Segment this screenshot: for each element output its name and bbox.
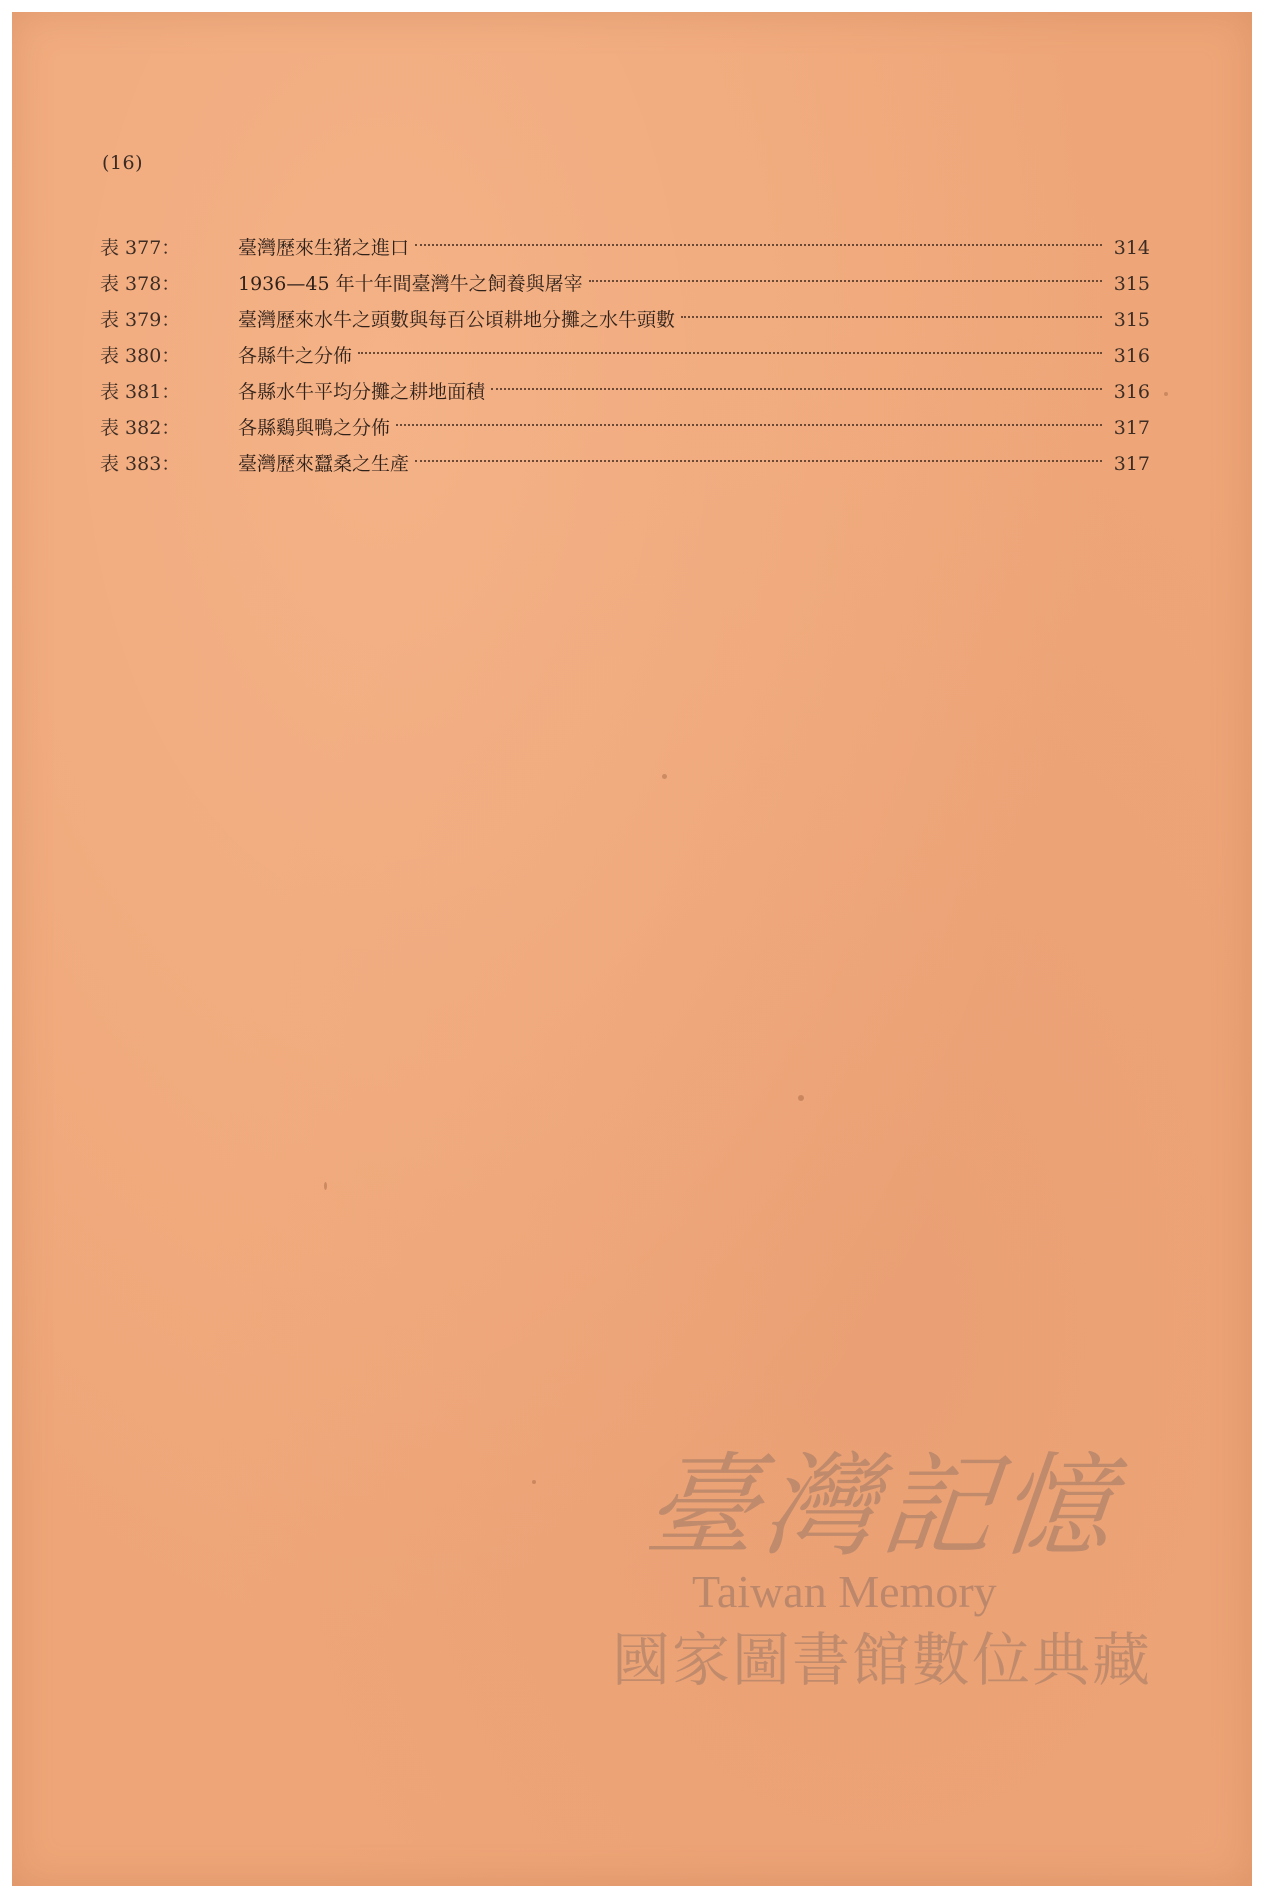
- toc-title: 1936—45 年十年間臺灣牛之飼養與屠宰: [238, 273, 583, 295]
- dot-leader: [358, 352, 1102, 354]
- toc-row: [100, 446, 1150, 482]
- toc-title: 各縣牛之分佈: [238, 345, 353, 367]
- toc-title: 臺灣歷來水牛之頭數與每百公頃耕地分攤之水牛頭數: [238, 309, 676, 331]
- dot-leader: [491, 388, 1102, 390]
- taiwan-memory-watermark: [572, 1442, 1192, 1696]
- dot-leader: [589, 280, 1102, 282]
- toc-label: 表 378：: [100, 273, 181, 295]
- document-page: [12, 12, 1252, 1886]
- toc-row: [100, 266, 1150, 302]
- dot-leader: [396, 424, 1102, 426]
- paper-speck: [324, 1182, 327, 1190]
- toc-label: 表 380：: [100, 345, 181, 367]
- dot-leader: [415, 460, 1102, 462]
- toc-page-number: 316: [1113, 345, 1150, 367]
- watermark-english: Taiwan Memory: [692, 1566, 997, 1617]
- toc-title: 各縣水牛平均分攤之耕地面積: [238, 381, 486, 403]
- toc-page-number: 315: [1113, 309, 1150, 331]
- paper-speck: [1164, 392, 1168, 396]
- watermark-organization: 國家圖書館數位典藏: [611, 1626, 1152, 1694]
- toc-title: 臺灣歷來生猪之進口: [238, 237, 410, 259]
- paper-speck: [662, 774, 667, 779]
- paper-speck: [532, 1480, 536, 1484]
- page-number: (16): [102, 152, 144, 174]
- dot-leader: [681, 316, 1102, 318]
- paper-speck: [798, 1095, 804, 1101]
- toc-title: 各縣鷄與鴨之分佈: [238, 417, 391, 439]
- toc-label: 表 383：: [100, 453, 181, 475]
- toc-page-number: 317: [1113, 417, 1150, 439]
- toc-page-number: 314: [1113, 237, 1150, 259]
- toc-title: 臺灣歷來蠶桑之生產: [238, 453, 410, 475]
- toc-row: [100, 302, 1150, 338]
- toc-label: 表 377：: [100, 237, 181, 259]
- toc-row: [100, 230, 1150, 266]
- dot-leader: [415, 244, 1102, 246]
- toc-row: [100, 410, 1150, 446]
- toc-row: [100, 338, 1150, 374]
- toc-label: 表 379：: [100, 309, 181, 331]
- toc-page-number: 317: [1113, 453, 1150, 475]
- toc-label: 表 382：: [100, 417, 181, 439]
- toc-page-number: 316: [1113, 381, 1150, 403]
- toc-label: 表 381：: [100, 381, 181, 403]
- table-of-contents: [100, 230, 1150, 482]
- watermark-calligraphy: 臺灣記憶: [639, 1442, 1125, 1572]
- toc-row: [100, 374, 1150, 410]
- toc-page-number: 315: [1113, 273, 1150, 295]
